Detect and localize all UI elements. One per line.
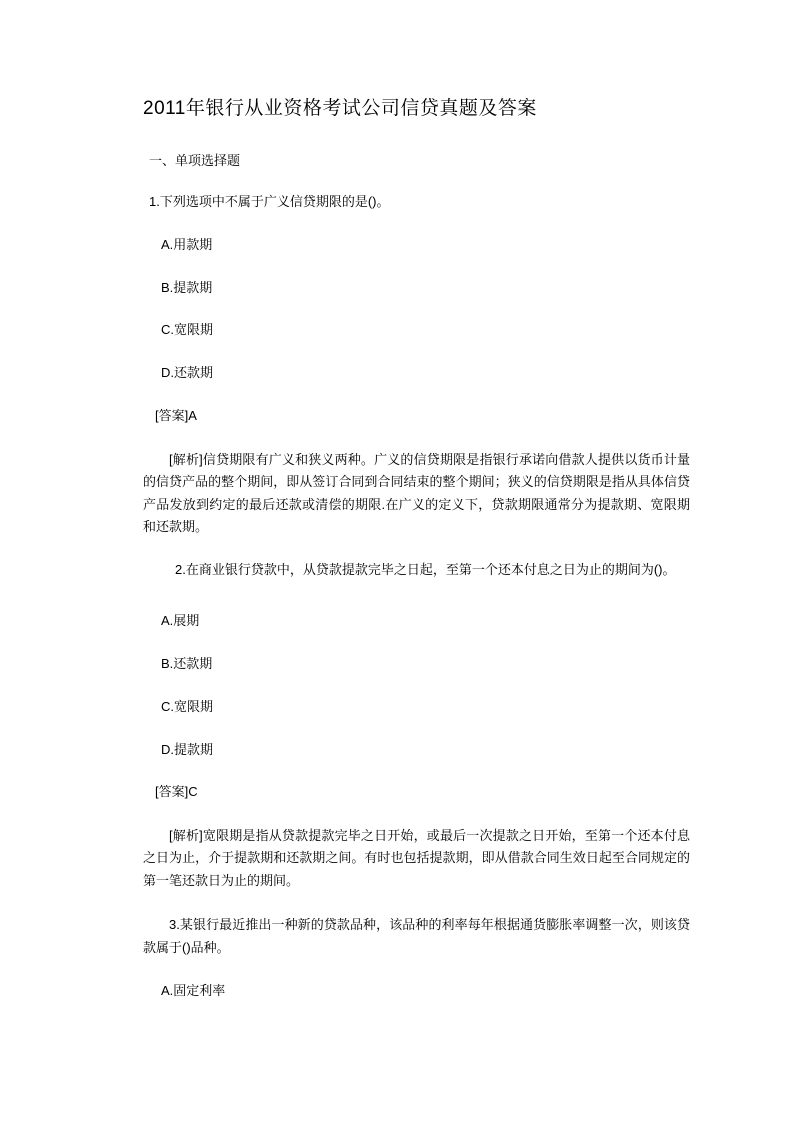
question-option: A.固定利率 [161,982,226,998]
question-option: C.宽限期 [161,698,214,714]
question-option: C.宽限期 [161,322,214,338]
question-option: A.展期 [161,613,200,629]
section-heading: 一、单项选择题 [149,152,241,168]
explanation-block: [解析]宽限期是指从贷款提款完毕之日开始，或最后一次提款之日开始，至第一个还本付息之日为止，介于提款期和还款期之间。有时也包括提款期，即从借款合同生效日起至合同规定的第一笔还款日为止的期间。 [143,828,690,888]
answer-line: [答案]C [155,784,198,800]
question-option: D.提款期 [161,741,214,757]
page-title: 2011年银行从业资格考试公司信贷真题及答案 [143,98,537,119]
question-stem: 3.某银行最近推出一种新的贷款品种，该品种的利率每年根据通货膨胀率调整一次，则该贷款属于()品种。 [143,917,690,955]
question-stem: 2.在商业银行贷款中，从贷款提款完毕之日起，至第一个还本付息之日为止的期间为()。 [175,562,676,578]
question-option: B.还款期 [161,655,213,671]
question-option: B.提款期 [161,279,213,295]
explanation-block: [解析]信贷期限有广义和狭义两种。广义的信贷期限是指银行承诺向借款人提供以货币计量的信贷产品的整个期间，即从签订合同到合同结束的整个期间；狭义的信贷期限是指从具体信贷产品发放到约定的最后还款或清偿的期限.在广义的定义下，贷款期限通常分为提款期、宽限期和还款期。 [143,451,690,534]
answer-line: [答案]A [155,408,197,424]
question-option: D.还款期 [161,365,214,381]
question-stem: 1.下列选项中不属于广义信贷期限的是()。 [149,194,390,210]
question-option: A.用款期 [161,236,213,252]
spacer [143,603,690,611]
